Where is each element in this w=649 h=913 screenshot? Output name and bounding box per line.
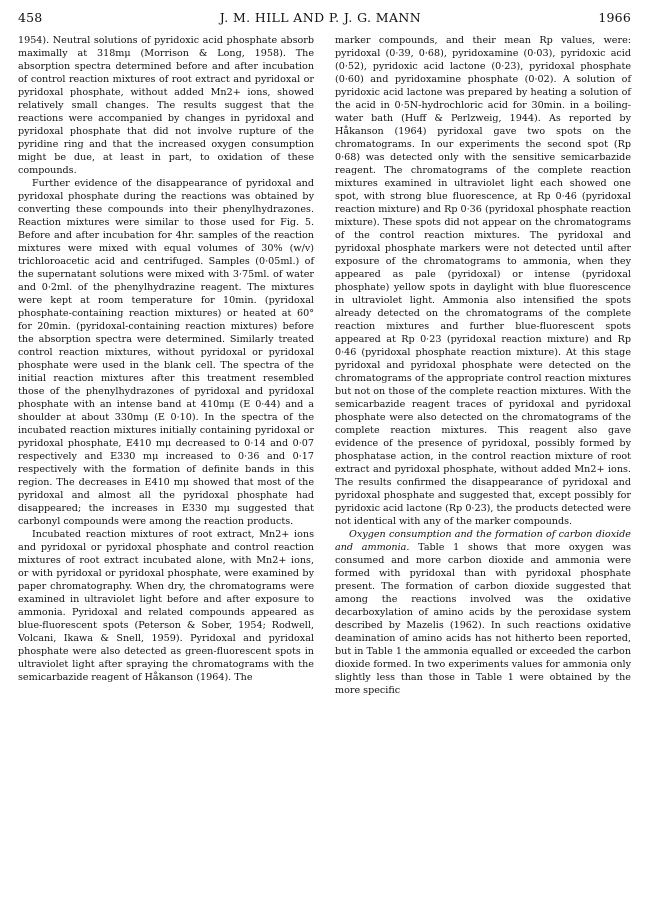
section-heading: Oxygen consumption and the formation of carbon dioxide and ammonia. [335,529,631,553]
section-paragraph [335,528,631,697]
running-head [18,10,631,28]
paragraph: 1954). Neutral solutions of pyridoxic acid phosphate absorb maximally at 318mμ (Morrison & Long, 1958). The absorption spectra determined before and after incubation of control reaction mixtures of root extract and pyridoxal or pyridoxal phosphate, without added Mn2+ ions, showed relatively small changes. The results suggest that the reactions were accompanied by changes in pyridoxal and pyridoxal phosphate that did not involve rupture of the pyridine ring and that the increased oxygen consumption might be due, at least in part, to oxidation of these compounds. [18,35,314,176]
year: 1966 [598,10,631,25]
page-number: 458 [18,10,43,25]
paragraph: Further evidence of the disappearance of pyridoxal and pyridoxal phosphate during the reactions was obtained by converting these compounds into their phenylhydrazones. Reaction mixtures were similar to those used for Fig. 5. Before and after incubation for 4hr. samples of the reaction mixtures were mixed with equal volumes of 30% (w/v) trichloroacetic acid and centrifuged. Samples (0·05ml.) of the supernatant solutions were mixed with 3·75ml. of water and 0·2ml. of the phenylhydrazine reagent. The mixtures were kept at room temperature for 10min. (pyridoxal phosphate-containing reaction mixtures) or heated at 60° for 20min. (pyridoxal-containing reaction mixtures) before the absorption spectra were determined. Similarly treated control reaction mixtures, without pyridoxal or pyridoxal phosphate were used in the blank cell. The spectra of the initial reaction mixtures after this treatment resembled those of the phenylhydrazones of pyridoxal and pyridoxal phosphate with an intense band at 410mμ (E 0·44) and a shoulder at about 330mμ (E 0·10). In the spectra of the incubated reaction mixtures initially containing pyridoxal or pyridoxal phosphate, E410 mμ decreased to 0·14 and 0·07 respectively and E330 mμ increased to 0·36 and 0·17 respectively with the formation of definite bands in this region. The decreases in E410 mμ showed that most of the pyridoxal and almost all the pyridoxal phosphate had disappeared; the increases in E330 mμ suggested that carbonyl compounds were among the reaction products. [18,178,314,527]
running-title: J. M. HILL AND P. J. G. MANN [219,10,422,25]
section-text: Table 1 shows that more oxygen was consumed and more carbon dioxide and ammonia were formed with pyridoxal than with pyridoxal phosphate present. The formation of carbon dioxide suggested that among the reactions involved was the oxidative decarboxylation of amino acids by the peroxidase system described by Mazelis (1962). In such reactions oxidative deamination of amino acids has not hitherto been reported, but in Table 1 the ammonia equalled or exceeded the carbon dioxide formed. In two experiments values for ammonia only slightly less than those in Table 1 were obtained by the more specific [335,542,631,696]
paragraph: Incubated reaction mixtures of root extract, Mn2+ ions and pyridoxal or pyridoxal phosphate and control reaction mixtures of root extract incubated alone, with Mn2+ ions, or with pyridoxal or pyridoxal phosphate, were examined by paper chromatography. When dry, the chromatograms were examined in ultraviolet light before and after exposure to ammonia. Pyridoxal and related compounds appeared as blue-fluorescent spots (Peterson & Sober, 1954; Rodwell, Volcani, Ikawa & Snell, 1959). Pyridoxal and pyridoxal phosphate were also detected as green-fluorescent spots in ultraviolet light after spraying the chromatograms with the semicarbazide reagent of Håkanson (1964). The [18,529,314,683]
right-column [335,34,631,697]
left-column [18,34,314,684]
paragraph: marker compounds, and their mean Rp values, were: pyridoxal (0·39, 0·68), pyridoxamine (0·03), pyridoxic acid (0·52), pyridoxic acid lactone (0·23), pyridoxal phosphate (0·60) and pyridoxamine phosphate (0·02). A solution of pyridoxic acid lactone was prepared by heating a solution of the acid in 0·5N-hydrochloric acid for 30min. in a boiling-water bath (Huff & Perlzweig, 1944). As reported by Håkanson (1964) pyridoxal gave two spots on the chromatograms. In our experiments the second spot (Rp 0·68) was detected only with the sensitive semicarbazide reagent. The chromatograms of the complete reaction mixtures examined in ultraviolet light each showed one spot, with strong blue fluorescence, at Rp 0·46 (pyridoxal reaction mixture) and Rp 0·36 (pyridoxal phosphate reaction mixture). These spots did not appear on the chromatograms of the control reaction mixtures. The pyridoxal and pyridoxal phosphate markers were not detected until after exposure of the chromatograms to ammonia, when they appeared as pale (pyridoxal) or intense (pyridoxal phosphate) yellow spots in daylight with blue fluorescence in ultraviolet light. Ammonia also intensified the spots already detected on the chromatograms of the complete reaction mixtures and further blue-fluorescent spots appeared at Rp 0·23 (pyridoxal reaction mixture) and Rp 0·46 (pyridoxal phosphate reaction mixture). At this stage pyridoxal and pyridoxal phosphate were detected on the chromatograms of the appropriate control reaction mixtures but not on those of the complete reaction mixtures. With the semicarbazide reagent traces of pyridoxal and pyridoxal phosphate were also detected on the chromatograms of the complete reaction mixtures. This reagent also gave evidence of the presence of pyridoxal, possibly formed by phosphatase action, in the control reaction mixture of root extract and pyridoxal phosphate, without added Mn2+ ions. The results confirmed the disappearance of pyridoxal and pyridoxal phosphate and suggested that, except possibly for pyridoxic acid lactone (Rp 0·23), the products detected were not identical with any of the marker compounds. [335,35,631,527]
